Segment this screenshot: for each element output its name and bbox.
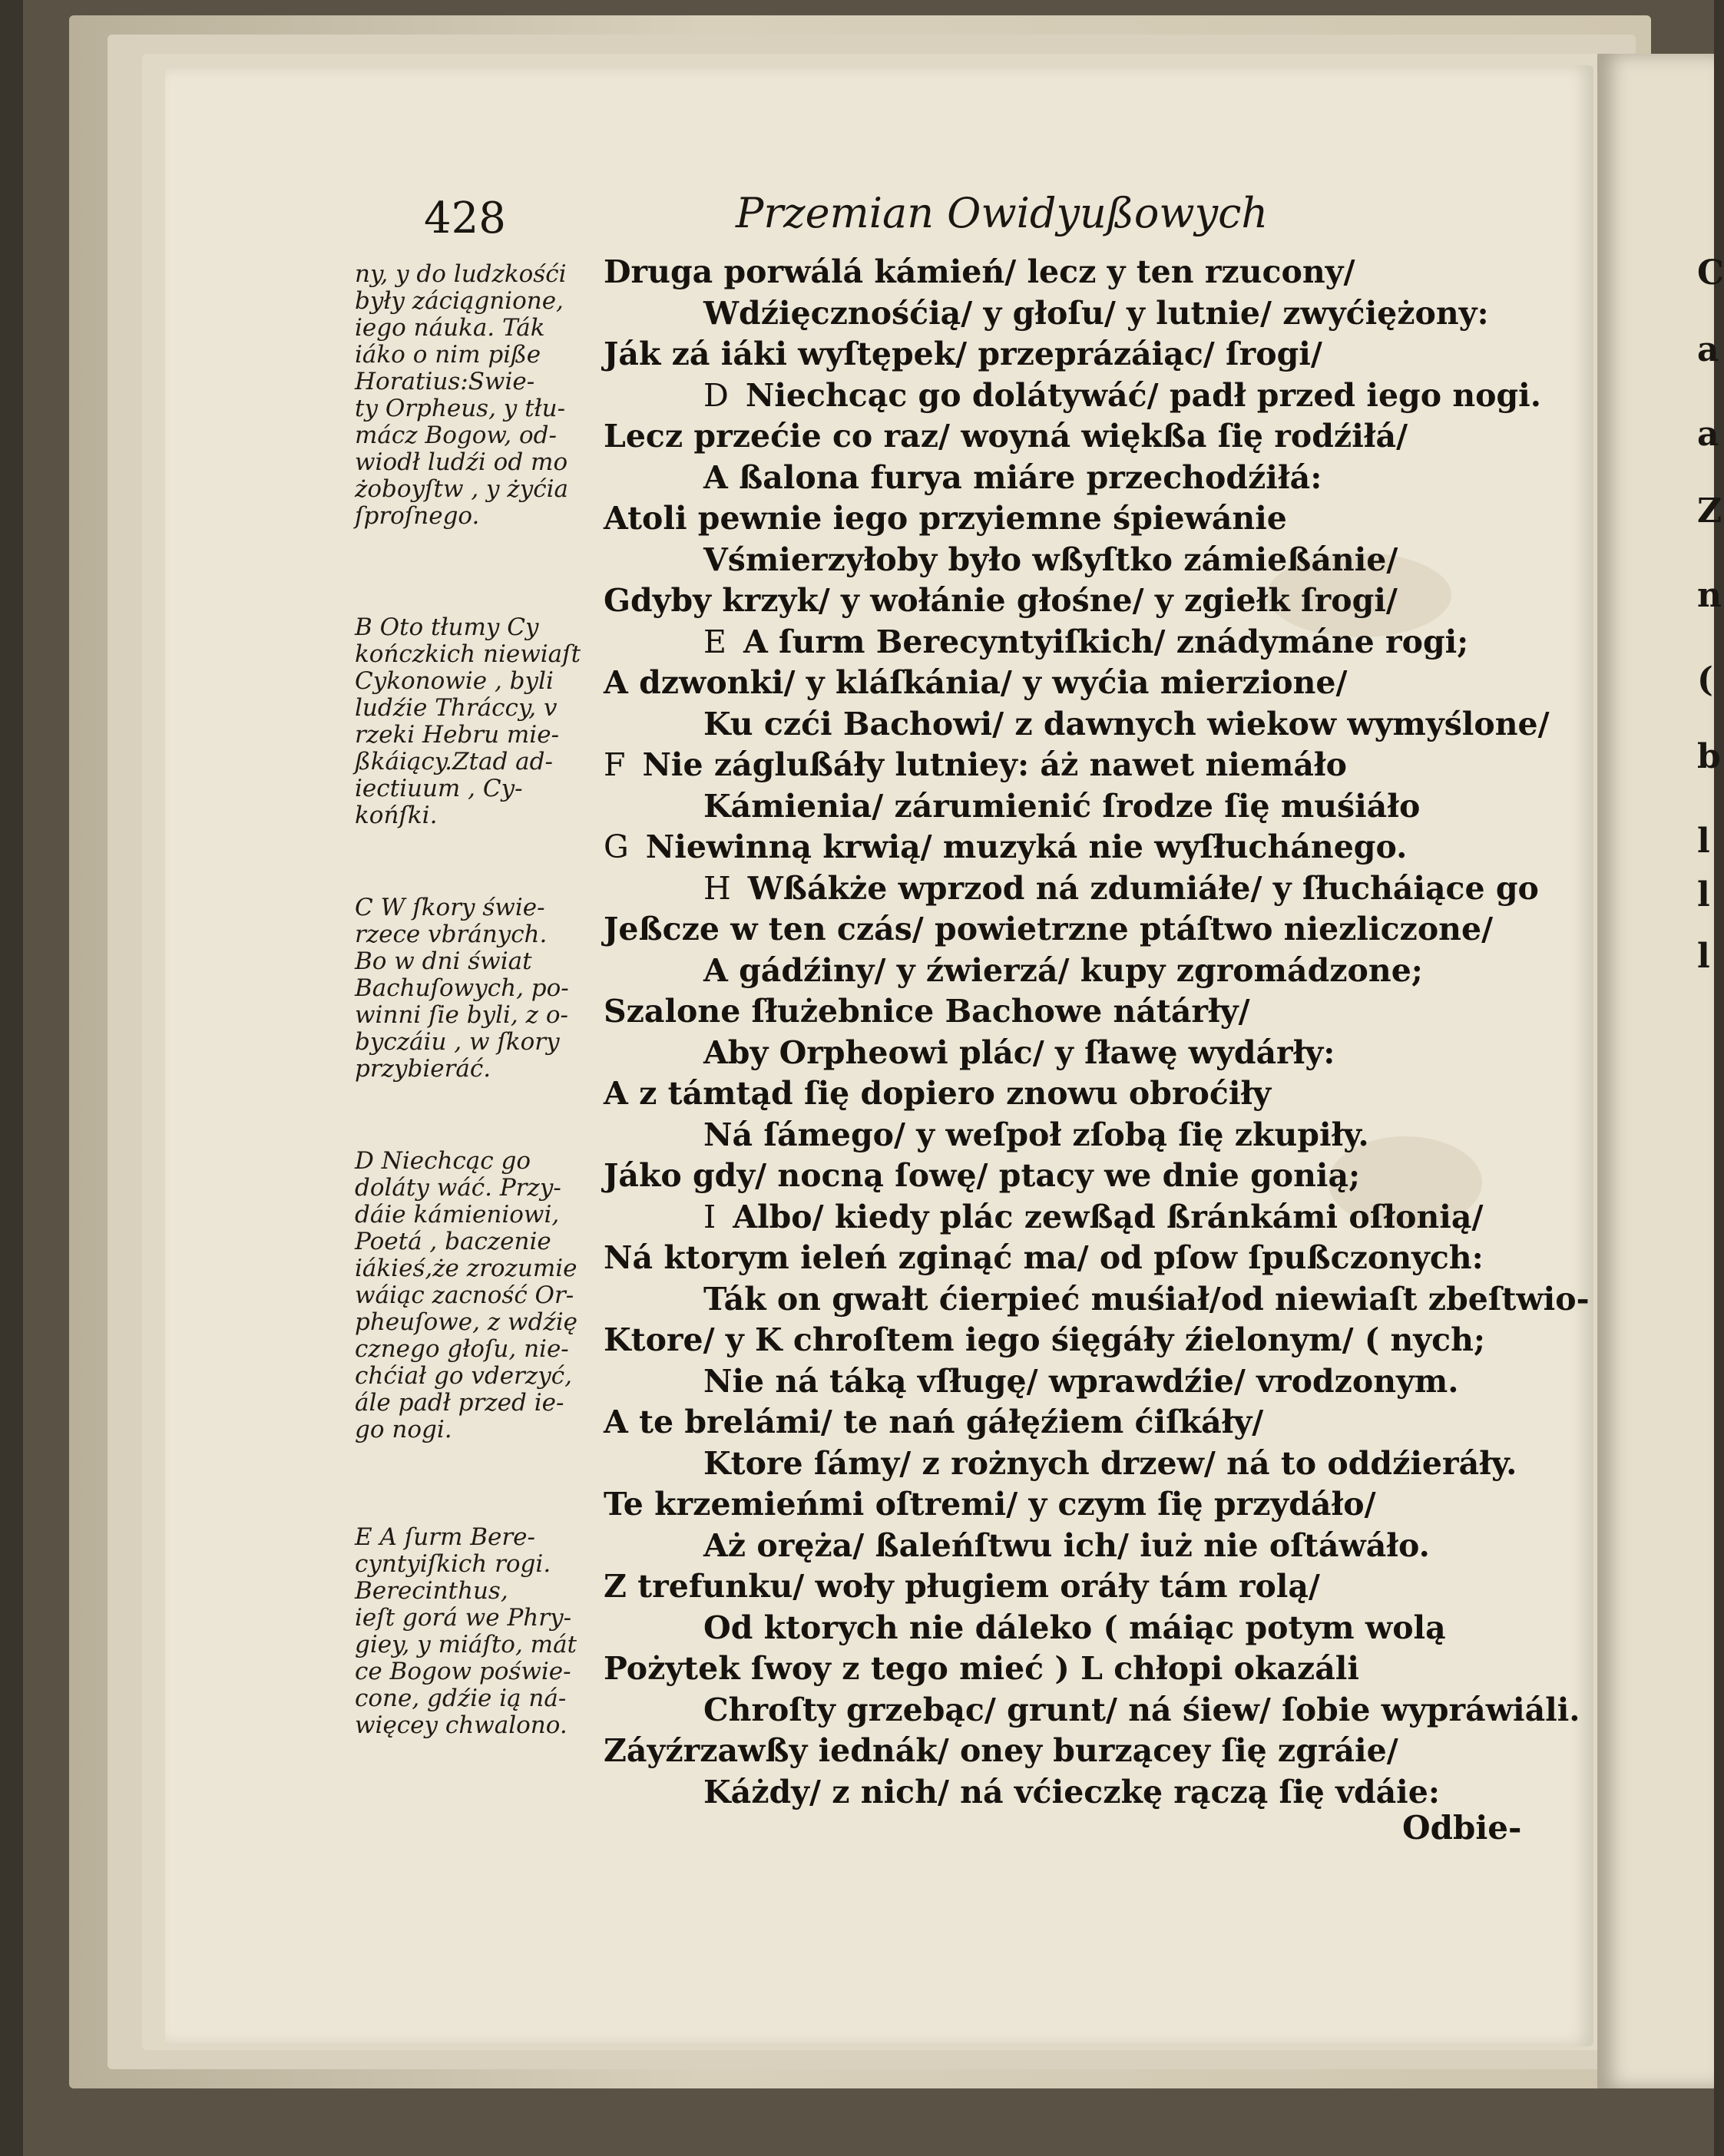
facing-page-letter: C [1697, 253, 1724, 293]
margin-note-line: były záciągnione, [355, 287, 564, 315]
margin-note-line: B Oto tłumy Cy [355, 613, 539, 641]
verse-text: Niewinną krwią/ muzyká nie wyſłuchánego. [645, 828, 1408, 865]
margin-note [355, 614, 593, 829]
margin-note-line: byczáiu , w ſkory [355, 1028, 560, 1056]
verse-text: Nie záglußáły lutniey: áż nawet niemáło [642, 746, 1348, 783]
verse-text: Vśmierzyłoby było wßyſtko zámießánie/ [703, 541, 1398, 578]
verse-line [604, 993, 1250, 1030]
note-reference-letter: H [703, 870, 731, 907]
margin-note-line: Berecinthus, [355, 1577, 508, 1605]
facing-page-letter: l [1697, 875, 1710, 914]
verse-text: Gdyby krzyk/ y wołánie głośne/ y zgiełk ſrogi/ [604, 582, 1398, 619]
verse-text: Kámienia/ zárumienić ſrodze ſię muśiáło [703, 788, 1421, 825]
verse-line [703, 706, 1550, 742]
margin-note-line: doláty wáć. Przy- [355, 1174, 561, 1202]
verse-line [604, 418, 1408, 455]
note-reference-letter: D [703, 377, 729, 414]
verse-text: Pożytek ſwoy z tego mieć ) L chłopi okazáli [604, 1650, 1359, 1687]
margin-note-line: C W ſkory świe- [355, 894, 545, 921]
margin-note-line: dáie kámieniowi, [355, 1201, 560, 1228]
verse-text: Ják zá iáki wyſtępek/ przeprázáiąc/ ſrogi/ [604, 336, 1322, 372]
margin-note-line: iákieś,że zrozumie [355, 1255, 577, 1282]
verse-text: Te krzemieńmi oſtremi/ y czym ſię przydáło/ [604, 1486, 1376, 1523]
margin-note-line: wiodł ludźi od mo [355, 448, 568, 476]
facing-page-letter: Z [1697, 491, 1722, 531]
verse-text: Ná ſámego/ y weſpoł zſobą ſię zkupiły. [703, 1116, 1369, 1153]
verse-text: A te brelámi/ te nań gáłęźiem ćiſkáły/ [604, 1404, 1264, 1440]
verse-line [604, 582, 1398, 619]
margin-note-line: cznego głoſu, nie- [355, 1335, 569, 1363]
verse-text: Ná ktorym ieleń zginąć ma/ od pſow ſpußczonych: [604, 1239, 1484, 1276]
verse-text: Lecz przećie co raz/ woyná więkßa ſię rodźiłá/ [604, 418, 1408, 455]
verse-text: Ktore ſámy/ z rożnych drzew/ ná to oddźieráły. [703, 1445, 1517, 1482]
margin-note-line: iectiuum , Cy- [355, 775, 523, 802]
margin-note-line: chćiał go vderzyć, [355, 1362, 572, 1390]
margin-note-line: giey, y miáſto, mát [355, 1631, 577, 1658]
verse-text: Aby Orpheowi plác/ y ſławę wydárły: [703, 1034, 1335, 1071]
margin-note-line: E A ſurm Bere- [355, 1523, 535, 1551]
verse-text: A gádźiny/ y źwierzá/ kupy zgromádzone; [703, 952, 1423, 989]
facing-page-letter: l [1697, 937, 1710, 976]
facing-page-letter: a [1697, 415, 1719, 454]
verse-text: A dzwonki/ y kláſkánia/ y wyćia mierzione/ [604, 664, 1348, 701]
verse-text: Záyźrzawßy iednák/ oney burzącey ſię zgráie/ [604, 1732, 1398, 1769]
verse-line [604, 1404, 1263, 1440]
verse-line [703, 1527, 1430, 1564]
margin-note [355, 261, 593, 530]
verse-text: Jáko gdy/ nocną ſowę/ ptacy we dnie gonią; [604, 1157, 1361, 1194]
margin-note-line: rzece vbránych. [355, 921, 548, 948]
margin-note-line: ty Orpheus, y tłu- [355, 395, 566, 422]
margin-note-line: ßkáiący.Ztad ad- [355, 748, 553, 775]
margin-note-line: cyntyiſkich rogi. [355, 1550, 551, 1578]
margin-note-line: ále padł przed ie- [355, 1389, 564, 1417]
verse-line [703, 1609, 1446, 1646]
verse-line [703, 623, 1468, 660]
margin-note-line: ce Bogow poświe- [355, 1658, 571, 1685]
margin-note-line: rzeki Hebru mie- [355, 721, 560, 749]
verse-line [703, 1445, 1517, 1482]
verse-text: Wßákże wprzod ná zdumiáłe/ y ſłucháiące go [747, 870, 1539, 907]
verse-line [604, 1650, 1359, 1687]
margin-note [355, 1148, 593, 1443]
margin-note-line: ieſt gorá we Phry- [355, 1604, 572, 1632]
verse-line [703, 1116, 1369, 1153]
verse-text: Nie ná táką vſługę/ wprawdźie/ vrodzonym. [703, 1363, 1459, 1400]
verse-line [703, 295, 1489, 332]
verse-line [703, 459, 1322, 496]
margin-note-line: żoboyſtw , y żyćia [355, 475, 569, 503]
verse-line [703, 1691, 1580, 1728]
verse-text: Wdźięcznośćią/ y głoſu/ y lutnie/ zwyćiężony: [703, 295, 1489, 332]
margin-note-line: mácz Bogow, od- [355, 422, 557, 449]
verse-line [604, 911, 1493, 947]
verse-line [703, 1034, 1335, 1071]
margin-note-line: pheuſowe, z wdźię [355, 1308, 578, 1336]
facing-page-letter: b [1697, 737, 1721, 776]
verse-line [604, 746, 1347, 783]
verse-line [703, 1199, 1483, 1235]
margin-note-line: kończkich niewiaſt [355, 640, 581, 668]
verse-text: Jeßcze w ten czás/ powietrzne ptáſtwo niezliczone/ [604, 911, 1494, 947]
verse-text: Z trefunku/ woły pługiem oráły tám rolą/ [604, 1568, 1320, 1605]
verse-line [604, 1568, 1320, 1605]
margin-note-line: Cykonowie , byli [355, 667, 554, 695]
verse-line [703, 952, 1423, 989]
verse-line [703, 541, 1398, 578]
verse-line [703, 788, 1420, 825]
verse-text: A z támtąd ſię dopiero znowu obroćiły [604, 1075, 1272, 1112]
note-reference-letter: E [703, 623, 726, 660]
verse-text: Ták on gwałt ćierpieć muśiał/od niewiaſt zbeſtwio- [703, 1281, 1590, 1318]
verse-line [703, 1281, 1590, 1318]
verse-line [703, 1774, 1440, 1810]
verse-text: Ku czći Bachowi/ z dawnych wiekow wymyślone/ [703, 706, 1550, 742]
margin-note-line: ludźie Thráccy, v [355, 694, 558, 722]
verse-line [604, 1157, 1360, 1194]
margin-note-line: winni ſie byli, z o- [355, 1001, 568, 1029]
margin-note-line: Poetá , baczenie [355, 1228, 551, 1255]
margin-note-line: cone, gdźie ią ná- [355, 1685, 567, 1712]
verse-line [604, 828, 1407, 865]
margin-note-line: ny, y do ludzkośći [355, 260, 567, 288]
margin-note-line: Bachuſowych, po- [355, 974, 569, 1002]
margin-note-line: wáiąc zacność Or- [355, 1281, 574, 1309]
margin-note-line: przybieráć. [355, 1055, 491, 1083]
margin-note-line: iáko o nim piße [355, 341, 541, 369]
margin-note-line: ſproſnego. [355, 502, 480, 530]
margin-note-line: końſki. [355, 802, 438, 829]
facing-page-letter: a [1697, 330, 1719, 369]
verse-text: Chroſty grzebąc/ grunt/ ná śiew/ ſobie wypráwiáli. [703, 1691, 1580, 1728]
verse-line [604, 500, 1287, 537]
verse-text: Druga porwálá kámień/ lecz y ten rzucony/ [604, 253, 1355, 290]
verse-line [604, 1732, 1398, 1769]
verse-text: Káżdy/ z nich/ ná vćieczkę rączą ſię vdáie: [703, 1774, 1440, 1810]
margin-note [355, 1524, 593, 1739]
verse-line [604, 336, 1322, 372]
verse-line [703, 1363, 1459, 1400]
verse-line [703, 870, 1539, 907]
margin-note-line: iego náuka. Ták [355, 314, 545, 342]
facing-page-letter: ( [1697, 660, 1713, 699]
margin-note [355, 894, 593, 1083]
verse-text: Od ktorych nie dáleko ( máiąc potym wolą [703, 1609, 1446, 1646]
verse-text: A ßalona furya miáre przechodźiłá: [703, 459, 1322, 496]
verse-text: Albo/ kiedy plác zewßąd ßránkámi oſłonią/ [733, 1199, 1484, 1235]
margin-note-line: D Niechcąc go [355, 1147, 531, 1175]
verse-text: Niechcąc go dolátywáć/ padł przed iego nogi. [745, 377, 1541, 414]
verse-line [604, 1486, 1376, 1523]
margin-note-line: Bo w dni świat [355, 947, 532, 975]
note-reference-letter: G [604, 828, 629, 865]
verse-line [604, 253, 1355, 290]
page-number: 428 [424, 193, 506, 243]
verse-line [604, 664, 1348, 701]
verse-text: A ſurm Berecyntyiſkich/ znádymáne rogi; [743, 623, 1469, 660]
catchword: Odbie- [1402, 1809, 1522, 1847]
verse-line [604, 1239, 1484, 1276]
margin-note-line: Horatius:Swie- [355, 368, 535, 395]
running-head: Przemian Owidyußowych [736, 189, 1269, 237]
verse-text: Ktore/ y K chroſtem iego śięgáły źielonym/ ( nych; [604, 1321, 1486, 1358]
margin-note-line: więcey chwalono. [355, 1711, 567, 1739]
verse-line [604, 1321, 1485, 1358]
facing-page-letter: l [1697, 822, 1710, 861]
note-reference-letter: F [604, 746, 626, 783]
verse-line [604, 1075, 1271, 1112]
facing-page-letter: n [1697, 576, 1722, 615]
verse-text: Szalone ſłużebnice Bachowe nátárły/ [604, 993, 1250, 1030]
note-reference-letter: I [703, 1199, 716, 1235]
margin-note-line: go nogi. [355, 1416, 452, 1443]
verse-line [703, 377, 1541, 414]
verse-text: Atoli pewnie iego przyiemne śpiewánie [604, 500, 1287, 537]
verse-text: Aż oręża/ ßaleńſtwu ich/ iuż nie oſtáwáło. [703, 1527, 1430, 1564]
